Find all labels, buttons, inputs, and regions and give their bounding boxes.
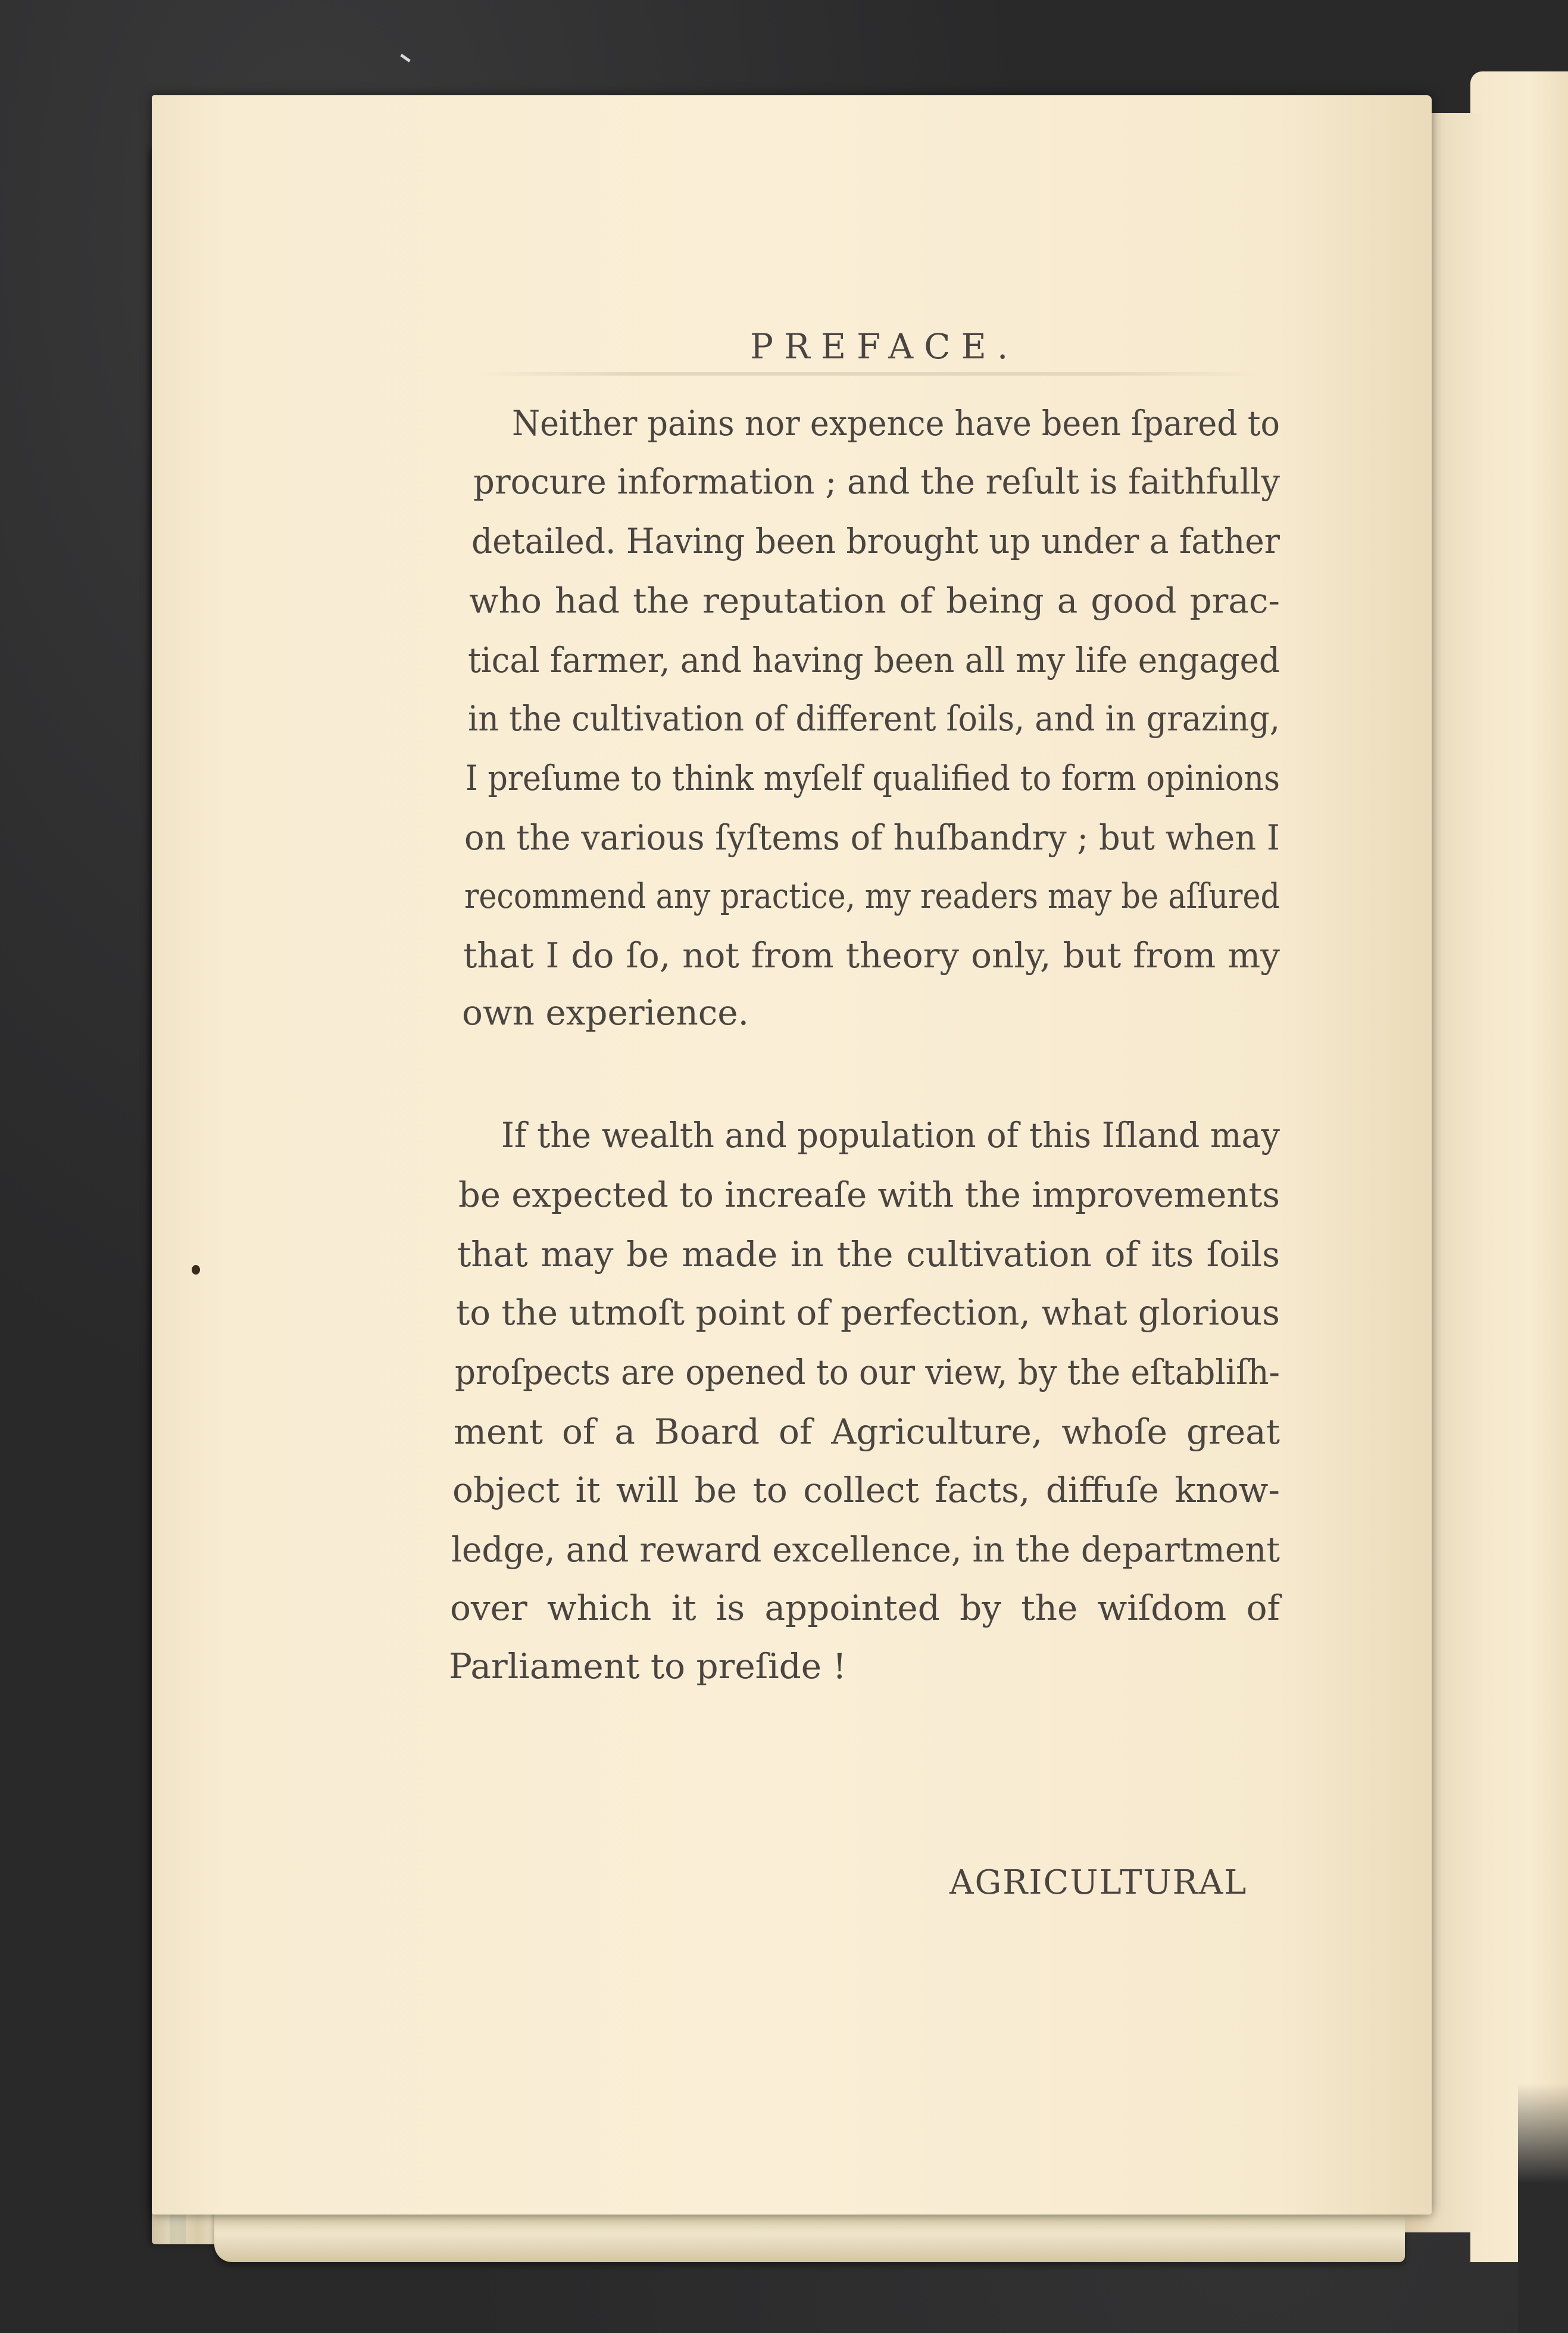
text-line: that may be made in the cultivation of its ſoils xyxy=(457,1234,1280,1275)
heading-rule xyxy=(476,372,1262,376)
text-line: proſpects are opened to our view, by the eſtabliſh- xyxy=(455,1352,1280,1392)
text-line: I preſume to think myſelf qualified to form opinions xyxy=(466,758,1280,798)
text-line: procure information ; and the reſult is faithfully xyxy=(473,461,1280,502)
text-line: detailed. Having been brought up under a father xyxy=(471,521,1280,561)
text-line: own experience. xyxy=(462,992,749,1033)
page-heading: PREFACE. xyxy=(750,326,1019,367)
text-line: ment of a Board of Agriculture, whoſe great xyxy=(454,1411,1280,1452)
text-line: ledge, and reward excellence, in the department xyxy=(451,1529,1280,1570)
text-line: object it will be to collect facts, diffuſe know- xyxy=(452,1470,1280,1510)
text-line: Neither pains nor expence have been ſpared to xyxy=(512,403,1280,444)
text-line: to the utmoſt point of perfection, what glorious xyxy=(456,1292,1280,1333)
text-line: on the various ſyſtems of huſbandry ; but when I xyxy=(464,817,1280,858)
text-line: who had the reputation of being a good prac- xyxy=(469,580,1280,621)
facing-page-edge xyxy=(1470,71,1568,2262)
text-line: recommend any practice, my readers may be aſſured xyxy=(464,876,1280,916)
ink-speck xyxy=(192,1265,200,1275)
text-line: over which it is appointed by the wiſdom of xyxy=(450,1588,1280,1628)
text-line: be expected to increaſe with the improvements xyxy=(458,1175,1280,1215)
text-line: Parliament to preſide ! xyxy=(449,1646,847,1686)
text-line: in the cultivation of different ſoils, and in grazing, xyxy=(468,698,1280,739)
catchword: AGRICULTURAL xyxy=(949,1863,1248,1902)
facing-page-shadow xyxy=(1518,2084,1568,2333)
text-line: that I do ſo, not from theory only, but from my xyxy=(463,935,1280,976)
text-line: tical farmer, and having been all my life engaged xyxy=(468,640,1280,680)
text-line: If the wealth and population of this Iſland may xyxy=(501,1115,1280,1155)
